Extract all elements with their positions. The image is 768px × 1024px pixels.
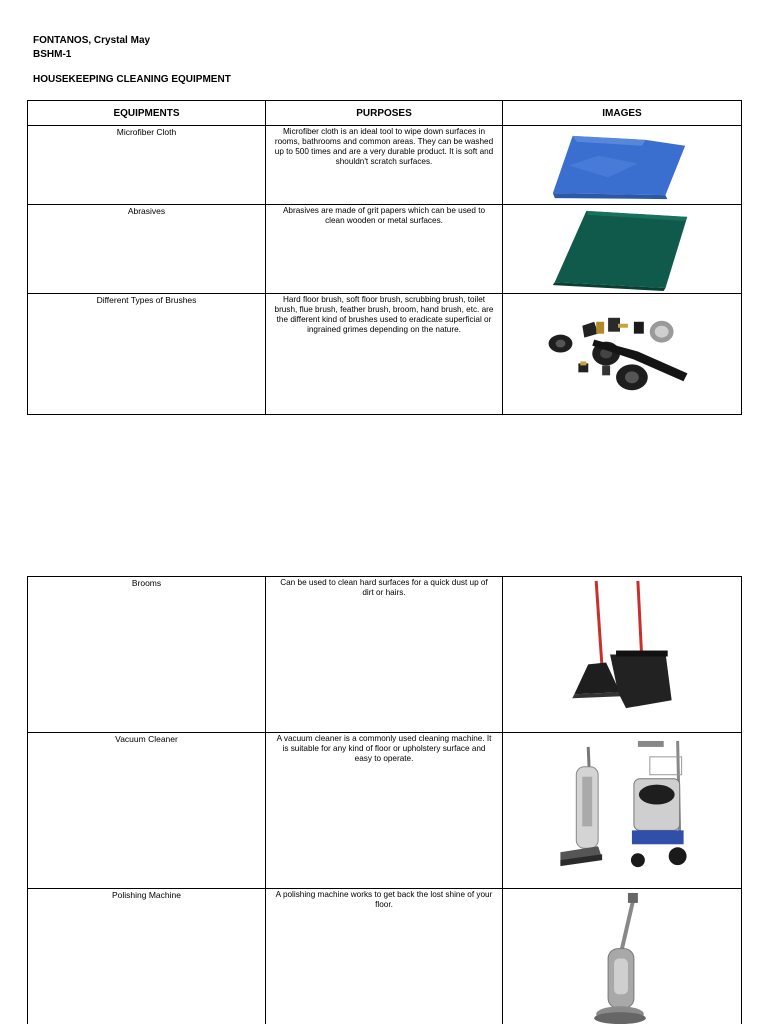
image-cell [503,889,742,1024]
abrasive-pad-image [538,205,704,293]
microfiber-cloth-image [538,126,704,204]
image-cell [503,733,742,889]
course-label: BSHM-1 [33,49,72,60]
broom-dustpan-image [538,577,704,732]
equipment-table-page-part-1 [27,100,742,415]
equipment-purpose: Microfiber cloth is an ideal tool to wipe down surfaces in rooms, bathrooms and common areas. They can be washed up to 500 times and are a very durable product. It is soft and shouldn't scratch surfaces. [266,126,503,205]
equipment-purpose: Abrasives are made of grit papers which can be used to clean wooden or metal surfaces. [266,205,503,294]
table-row [28,294,742,415]
table-row [28,205,742,294]
equipment-purpose: A vacuum cleaner is a commonly used cleaning machine. It is suitable for any kind of floor or upholstery surface and easy to operate. [266,733,503,889]
brushes-image [538,294,704,414]
image-cell [503,577,742,733]
table-row [28,733,742,889]
equipment-name: Different Types of Brushes [28,294,266,415]
table-row [28,889,742,1024]
equipment-name: Brooms [28,577,266,733]
equipment-purpose: Can be used to clean hard surfaces for a quick dust up of dirt or hairs. [266,577,503,733]
image-cell [503,294,742,415]
table-header-row [28,101,742,126]
document-title: HOUSEKEEPING CLEANING EQUIPMENT [33,74,231,85]
equipment-name: Microfiber Cloth [28,126,266,205]
image-cell [503,205,742,294]
equipment-name: Polishing Machine [28,889,266,1024]
image-cell [503,126,742,205]
equipment-name: Abrasives [28,205,266,294]
table-row [28,577,742,733]
equipment-purpose: Hard floor brush, soft floor brush, scrubbing brush, toilet brush, flue brush, feather brush, broom, hand brush, etc. are the different kind of brushes used to eradicate superficial or ingrained grimes depending on the nature. [266,294,503,415]
table-row [28,126,742,205]
student-name: FONTANOS, Crystal May [33,35,151,46]
equipment-purpose: A polishing machine works to get back the lost shine of your floor. [266,889,503,1024]
polishing-machine-image [538,889,704,1024]
column-header-equipments: EQUIPMENTS [28,101,266,126]
column-header-purposes: PURPOSES [266,101,503,126]
vacuum-cleaner-image [538,733,704,888]
equipment-table-page-part-2 [27,576,742,1024]
column-header-images: IMAGES [503,101,742,126]
equipment-name: Vacuum Cleaner [28,733,266,889]
